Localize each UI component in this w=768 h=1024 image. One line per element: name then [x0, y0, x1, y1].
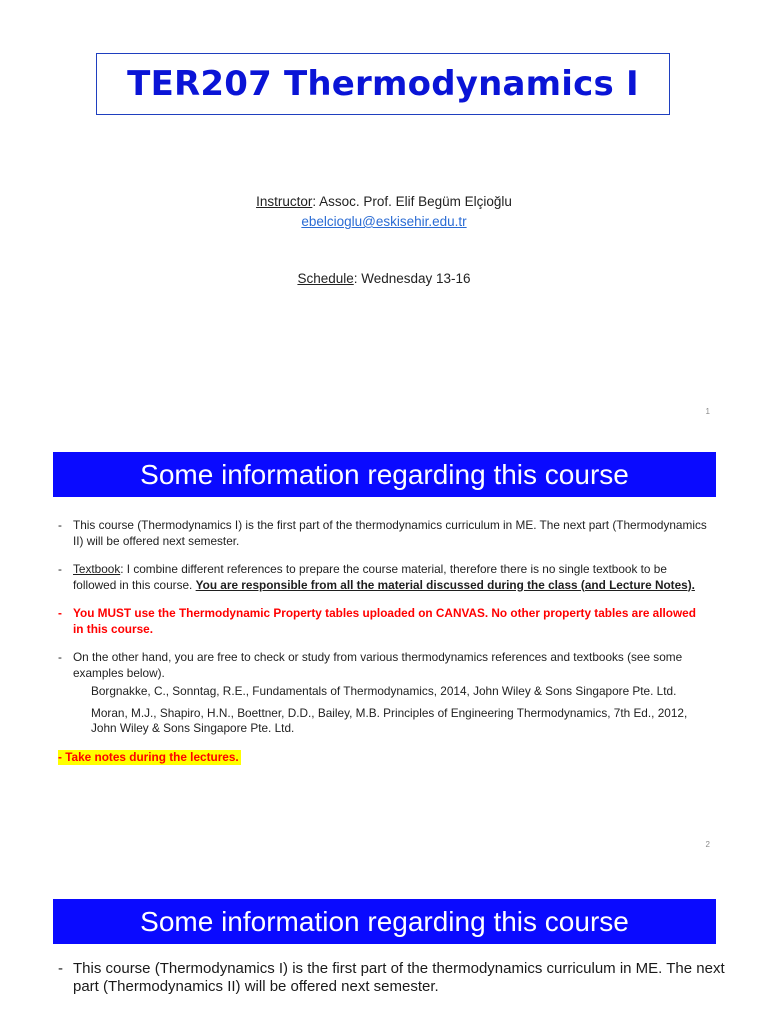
- title-box: [96, 53, 670, 115]
- bullet-text: This course (Thermodynamics I) is the first part of the thermodynamics curriculum in ME. The next part (Thermodynamics II) will be offered next semester.: [73, 960, 725, 995]
- schedule-label: Schedule: [297, 271, 354, 286]
- spacer: [58, 593, 708, 606]
- bullet-text: : I combine different references to prepare the course material, therefore there is no single textbook to be followed in this course.: [73, 562, 667, 592]
- info-bullet-list: [58, 960, 726, 996]
- reference-item: [58, 684, 708, 700]
- instructor-line: [0, 193, 768, 211]
- responsibility-emphasis: You are responsible from all the material discussed during the class (and Lecture Notes).: [195, 577, 695, 592]
- textbook-label: Textbook: [73, 562, 121, 576]
- list-item: [58, 562, 708, 593]
- bullet-dash: -: [58, 650, 62, 664]
- schedule-value: : Wednesday 13-16: [353, 271, 471, 286]
- slide-1: [0, 0, 768, 430]
- list-item: [58, 650, 708, 681]
- instructor-email-link[interactable]: ebelcioglu@eskisehir.edu.tr: [301, 214, 467, 229]
- instructor-label: Instructor: [256, 194, 313, 209]
- spacer: [58, 637, 708, 650]
- bullet-dash: -: [58, 518, 62, 532]
- list-item: [58, 518, 708, 549]
- take-notes-note: - Take notes during the lectures.: [58, 749, 239, 764]
- reference-text: Moran, M.J., Shapiro, H.N., Boettner, D.D., Bailey, M.B. Principles of Engineering Thermodynamics, 7th Ed., 2012, John Wiley & Sons Singapore Pte. Ltd.: [91, 705, 688, 735]
- list-item: [58, 960, 726, 996]
- bullet-text: This course (Thermodynamics I) is the first part of the thermodynamics curriculum in ME. The next part (Thermodynamics II) will be offered next semester.: [73, 518, 707, 548]
- list-item: [58, 606, 708, 637]
- bullet-dash: -: [58, 562, 62, 576]
- bullet-dash: -: [58, 606, 62, 620]
- page-number: 2: [705, 840, 710, 849]
- slide-banner: Some information regarding this course: [53, 899, 716, 944]
- property-tables-warning: You MUST use the Thermodynamic Property tables uploaded on CANVAS. No other property tables are allowed in this course.: [73, 606, 696, 636]
- instructor-value: : Assoc. Prof. Elif Begüm Elçioğlu: [312, 194, 512, 209]
- reference-text: Borgnakke, C., Sonntag, R.E., Fundamentals of Thermodynamics, 2014, John Wiley & Sons Singapore Pte. Ltd.: [91, 684, 677, 698]
- page-number: 1: [705, 407, 710, 416]
- slide-banner: Some information regarding this course: [53, 452, 716, 497]
- reference-item: [58, 706, 708, 737]
- course-title: TER207 Thermodynamics I: [127, 64, 639, 104]
- email-line: [0, 213, 768, 231]
- bullet-dash: -: [58, 960, 63, 977]
- slide-2: [0, 430, 768, 862]
- info-bullet-list: [58, 518, 708, 765]
- list-item: [58, 750, 708, 766]
- spacer: [58, 549, 708, 562]
- schedule-line: [0, 270, 768, 288]
- spacer: [58, 737, 708, 750]
- slide-3: [0, 862, 768, 1024]
- bullet-text: On the other hand, you are free to check or study from various thermodynamics references and textbooks (see some examples below).: [73, 650, 683, 680]
